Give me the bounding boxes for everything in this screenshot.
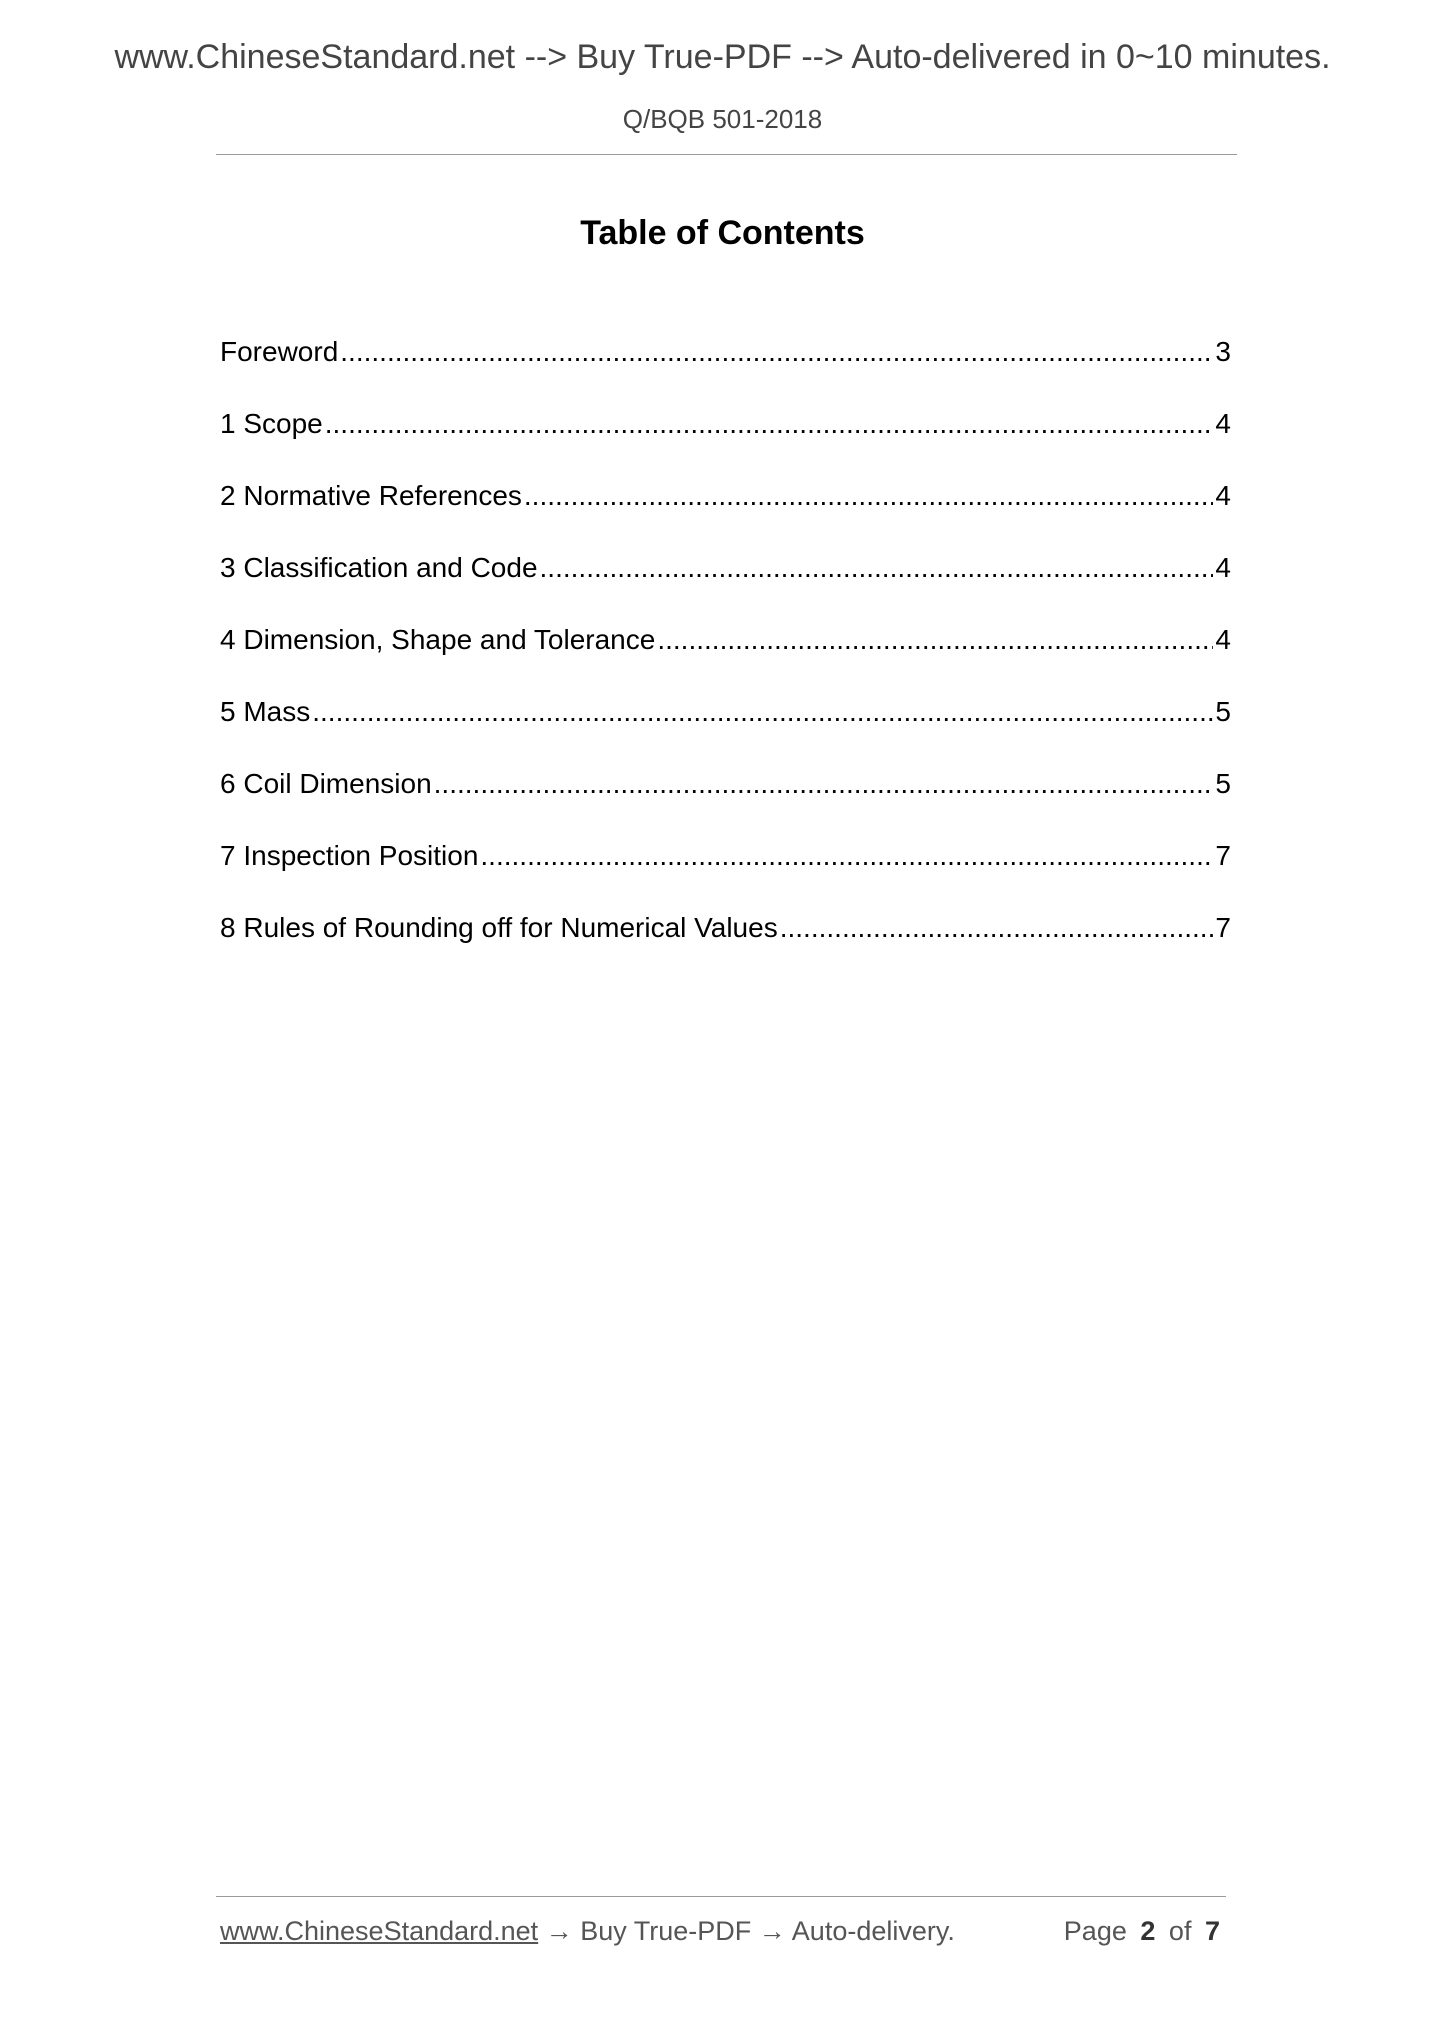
toc-item-page: 7 bbox=[1215, 912, 1231, 943]
document-code: Q/BQB 501-2018 bbox=[622, 104, 823, 134]
toc-dot-leader bbox=[325, 408, 1214, 440]
toc-item-page: 4 bbox=[1215, 552, 1231, 583]
page-of-label: of bbox=[1168, 1916, 1192, 1946]
toc-item-scope[interactable] bbox=[220, 408, 1231, 480]
toc-item-inspection-position[interactable] bbox=[220, 840, 1231, 912]
page-current: 2 bbox=[1140, 1916, 1156, 1946]
toc-item-label: 2 Normative References bbox=[220, 480, 522, 511]
arrow-right-icon: → bbox=[545, 1916, 573, 1946]
toc-item-label: 6 Coil Dimension bbox=[220, 768, 432, 799]
footer-buy-text: Buy True-PDF bbox=[580, 1916, 752, 1946]
site-banner: www.ChineseStandard.net --> Buy True-PDF --> Auto-delivered in 0~10 minutes. bbox=[114, 38, 1331, 76]
toc-item-page: 7 bbox=[1215, 840, 1231, 871]
toc-item-label: 1 Scope bbox=[220, 408, 323, 439]
page-label: Page bbox=[1063, 1916, 1127, 1946]
toc-item-rounding-rules[interactable] bbox=[220, 912, 1231, 984]
footer-promo bbox=[220, 1916, 955, 1947]
toc-item-foreword[interactable] bbox=[220, 336, 1231, 408]
toc-dot-leader bbox=[480, 840, 1213, 872]
page-number bbox=[1064, 1916, 1226, 1947]
toc-item-label: 4 Dimension, Shape and Tolerance bbox=[220, 624, 656, 655]
toc-item-dimension-shape-tolerance[interactable] bbox=[220, 624, 1231, 696]
toc-dot-leader bbox=[540, 552, 1214, 584]
toc-dot-leader bbox=[434, 768, 1214, 800]
page-total: 7 bbox=[1204, 1916, 1220, 1946]
toc-dot-leader bbox=[340, 336, 1213, 368]
toc-title: Table of Contents bbox=[580, 214, 865, 252]
toc-item-page: 4 bbox=[1215, 624, 1231, 655]
toc-item-coil-dimension[interactable] bbox=[220, 768, 1231, 840]
toc-item-label: 7 Inspection Position bbox=[220, 840, 479, 871]
footer-site-link[interactable]: www.ChineseStandard.net bbox=[220, 1916, 539, 1946]
toc-item-page: 4 bbox=[1215, 480, 1231, 511]
toc-item-label: 8 Rules of Rounding off for Numerical Values bbox=[220, 912, 778, 943]
toc-item-label: 5 Mass bbox=[220, 696, 311, 727]
toc-dot-leader bbox=[312, 696, 1213, 728]
footer-delivery-text: Auto-delivery. bbox=[791, 1916, 955, 1946]
toc-item-normative-references[interactable] bbox=[220, 480, 1231, 552]
table-of-contents bbox=[220, 336, 1231, 984]
toc-item-page: 5 bbox=[1215, 768, 1231, 799]
toc-dot-leader bbox=[780, 912, 1214, 944]
toc-dot-leader bbox=[657, 624, 1213, 656]
toc-item-mass[interactable] bbox=[220, 696, 1231, 768]
toc-item-label: 3 Classification and Code bbox=[220, 552, 538, 583]
arrow-right-icon: → bbox=[758, 1916, 786, 1946]
toc-item-page: 3 bbox=[1215, 336, 1231, 367]
toc-item-label: Foreword bbox=[220, 336, 339, 367]
toc-item-classification-and-code[interactable] bbox=[220, 552, 1231, 624]
footer-divider bbox=[216, 1896, 1226, 1897]
toc-item-page: 4 bbox=[1215, 408, 1231, 439]
toc-dot-leader bbox=[524, 480, 1214, 512]
header-divider bbox=[216, 154, 1237, 155]
toc-item-page: 5 bbox=[1215, 696, 1231, 727]
